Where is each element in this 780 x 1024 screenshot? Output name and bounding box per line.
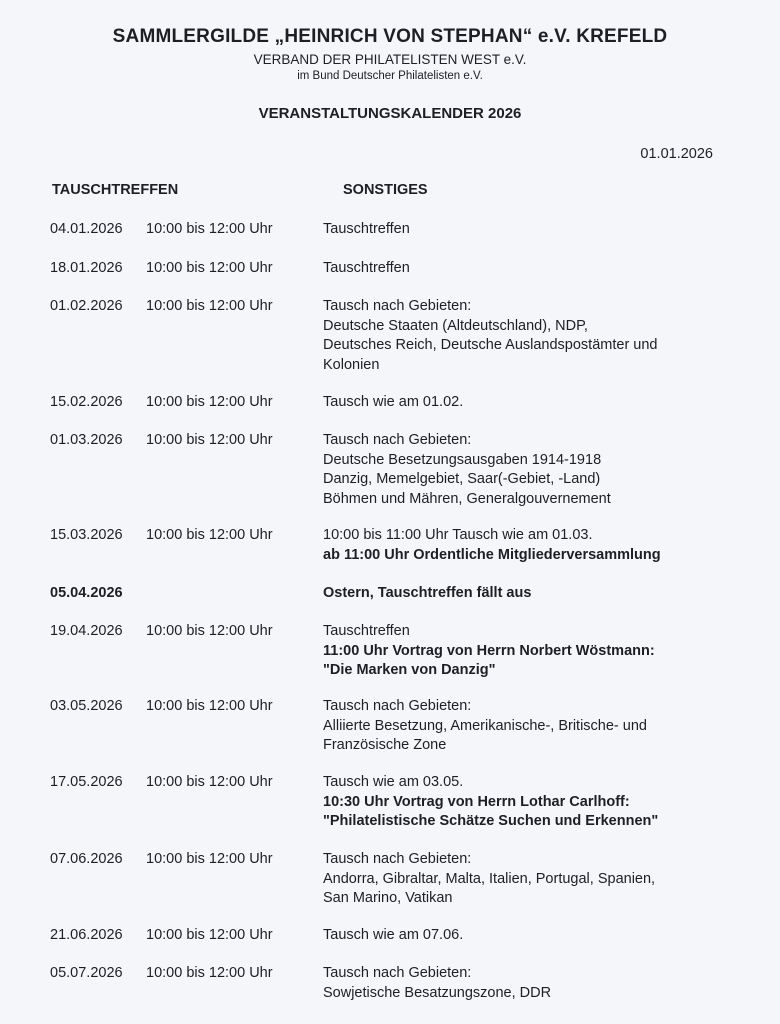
event-description-line: Tausch wie am 01.02. bbox=[323, 394, 464, 410]
event-time: 10:00 bis 12:00 Uhr bbox=[146, 774, 273, 790]
event-date: 19.04.2026 bbox=[50, 623, 123, 639]
event-time: 10:00 bis 12:00 Uhr bbox=[146, 623, 273, 639]
event-time: 10:00 bis 12:00 Uhr bbox=[146, 260, 273, 276]
event-description-line: Deutsche Besetzungsausgaben 1914-1918 bbox=[323, 451, 602, 468]
event-time: 10:00 bis 12:00 Uhr bbox=[146, 298, 273, 314]
event-description-line: Andorra, Gibraltar, Malta, Italien, Portugal, Spanien, bbox=[323, 870, 656, 887]
event-description-line: Ostern, Tauschtreffen fällt aus bbox=[323, 585, 532, 601]
event-description bbox=[323, 584, 743, 604]
event-date: 15.02.2026 bbox=[50, 394, 123, 410]
event-date: 17.05.2026 bbox=[50, 774, 123, 790]
event-description-line: Tauschtreffen bbox=[323, 260, 410, 276]
event-description-line: San Marino, Vatikan bbox=[323, 890, 453, 906]
event-description-line: Tauschtreffen bbox=[323, 221, 410, 237]
issue-date: 01.01.2026 bbox=[640, 146, 713, 162]
event-date: 03.05.2026 bbox=[50, 698, 123, 714]
event-time: 10:00 bis 12:00 Uhr bbox=[146, 432, 273, 448]
event-description-line: Sowjetische Besatzungszone, DDR bbox=[323, 984, 552, 1001]
event-time: 10:00 bis 12:00 Uhr bbox=[146, 927, 273, 943]
event-time: 10:00 bis 12:00 Uhr bbox=[146, 965, 273, 981]
event-description-line: 11:00 Uhr Vortrag von Herrn Norbert Wöstmann: bbox=[323, 642, 655, 659]
event-description-line: Böhmen und Mähren, Generalgouvernement bbox=[323, 490, 611, 507]
event-description bbox=[323, 926, 743, 946]
event-description-line: Tausch nach Gebieten: bbox=[323, 298, 472, 314]
event-date: 15.03.2026 bbox=[50, 527, 123, 543]
event-time: 10:00 bis 12:00 Uhr bbox=[146, 394, 273, 410]
column-header-sonstiges: SONSTIGES bbox=[343, 182, 428, 198]
event-description-line: Tausch nach Gebieten: bbox=[323, 698, 472, 714]
event-time: 10:00 bis 12:00 Uhr bbox=[146, 698, 273, 714]
event-description bbox=[323, 297, 743, 375]
event-description-line: Tausch wie am 07.06. bbox=[323, 927, 464, 943]
event-description bbox=[323, 220, 743, 240]
event-date: 01.02.2026 bbox=[50, 298, 123, 314]
association-line: VERBAND DER PHILATELISTEN WEST e.V. bbox=[253, 52, 527, 67]
event-description-line: Tausch wie am 03.05. bbox=[323, 774, 464, 790]
event-description-line: Alliierte Besetzung, Amerikanische-, Britische- und bbox=[323, 717, 647, 734]
event-date: 01.03.2026 bbox=[50, 432, 123, 448]
federation-line: im Bund Deutscher Philatelisten e.V. bbox=[297, 70, 483, 82]
event-description-line: Danzig, Memelgebiet, Saar(-Gebiet, -Land) bbox=[323, 471, 601, 487]
column-header-tauschtreffen: TAUSCHTREFFEN bbox=[52, 182, 179, 198]
event-date: 05.04.2026 bbox=[50, 585, 123, 601]
calendar-title: VERANSTALTUNGSKALENDER 2026 bbox=[258, 105, 522, 122]
event-description-line: "Die Marken von Danzig" bbox=[323, 662, 496, 678]
event-description bbox=[323, 431, 743, 509]
event-description bbox=[323, 393, 743, 413]
event-description-line: 10:00 bis 11:00 Uhr Tausch wie am 01.03. bbox=[323, 527, 593, 543]
event-description-line: Tausch nach Gebieten: bbox=[323, 965, 472, 981]
event-description bbox=[323, 850, 743, 909]
event-date: 07.06.2026 bbox=[50, 851, 123, 867]
event-description bbox=[323, 697, 743, 756]
event-date: 04.01.2026 bbox=[50, 221, 123, 237]
event-date: 18.01.2026 bbox=[50, 260, 123, 276]
event-description-line: Deutsches Reich, Deutsche Auslandspostämter und bbox=[323, 337, 658, 353]
event-time: 10:00 bis 12:00 Uhr bbox=[146, 527, 273, 543]
event-description-line: Tausch nach Gebieten: bbox=[323, 432, 472, 448]
event-description bbox=[323, 259, 743, 279]
club-title: SAMMLERGILDE „HEINRICH VON STEPHAN“ e.V. KREFELD bbox=[112, 26, 668, 47]
event-description-line: "Philatelistische Schätze Suchen und Erkennen" bbox=[323, 813, 659, 829]
event-description-line: 10:30 Uhr Vortrag von Herrn Lothar Carlhoff: bbox=[323, 793, 630, 810]
event-description-line: Kolonien bbox=[323, 356, 380, 373]
event-date: 05.07.2026 bbox=[50, 965, 123, 981]
event-description bbox=[323, 622, 743, 681]
event-description-line: ab 11:00 Uhr Ordentliche Mitgliederversammlung bbox=[323, 546, 661, 563]
event-description bbox=[323, 964, 743, 1003]
event-description-line: Französische Zone bbox=[323, 737, 447, 753]
event-time: 10:00 bis 12:00 Uhr bbox=[146, 221, 273, 237]
event-description bbox=[323, 773, 743, 832]
event-description-line: Deutsche Staaten (Altdeutschland), NDP, bbox=[323, 317, 588, 334]
event-description-line: Tauschtreffen bbox=[323, 623, 410, 639]
event-description-line: Tausch nach Gebieten: bbox=[323, 851, 472, 867]
event-description bbox=[323, 526, 743, 565]
event-time: 10:00 bis 12:00 Uhr bbox=[146, 851, 273, 867]
event-date: 21.06.2026 bbox=[50, 927, 123, 943]
